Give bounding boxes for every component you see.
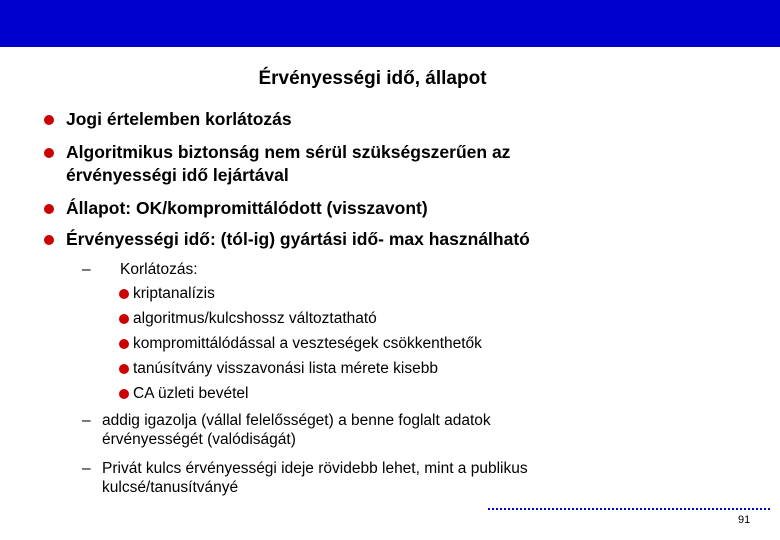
bullet-icon — [44, 115, 54, 125]
sub-item-text-continued: kulcsé/tanusítványé — [102, 479, 239, 496]
bullet-item-algorithmic — [44, 141, 510, 187]
bullet-item-validity — [44, 228, 530, 251]
bullet-icon — [119, 364, 129, 374]
dash-marker: – — [82, 261, 91, 278]
bullet-text: Állapot: OK/kompromittálódott (visszavont) — [66, 198, 428, 218]
restriction-text: tanúsítvány visszavonási lista mérete kisebb — [133, 360, 438, 377]
bullet-text-continued: érvényességi idő lejártával — [66, 165, 289, 185]
restriction-text: CA üzleti bevétel — [133, 385, 249, 402]
bullet-icon — [44, 204, 54, 214]
bullet-item-legal — [44, 108, 292, 131]
sub-item-attestation — [84, 411, 491, 449]
sub-item-text: addig igazolja (vállal felelősséget) a benne foglalt adatok — [102, 412, 491, 429]
bullet-item-status — [44, 197, 428, 220]
restriction-item — [119, 359, 438, 378]
bullet-icon — [119, 339, 129, 349]
bullet-text: Érvényességi idő: (tól-ig) gyártási idő- max használható — [66, 229, 530, 249]
restriction-text: kriptanalízis — [133, 285, 215, 302]
top-banner — [0, 0, 780, 47]
bullet-text: Algoritmikus biztonság nem sérül szükségszerűen az — [66, 142, 511, 162]
sub-item-restrictions — [84, 260, 198, 279]
restriction-text: algoritmus/kulcshossz változtatható — [133, 310, 377, 327]
sub-item-text-continued: érvényességét (valódiságát) — [102, 431, 296, 448]
page-number: 91 — [738, 514, 751, 526]
bullet-icon — [119, 289, 129, 299]
sub-item-private-key — [84, 459, 528, 497]
bullet-text: Jogi értelemben korlátozás — [66, 109, 292, 129]
bullet-icon — [44, 235, 54, 245]
dash-marker: – — [82, 460, 91, 477]
bullet-icon — [119, 314, 129, 324]
restriction-text: kompromittálódással a veszteségek csökkenthetők — [133, 335, 482, 352]
slide-title: Érvényességi idő, állapot — [258, 68, 487, 89]
dash-marker: – — [82, 412, 91, 429]
sub-item-label: Korlátozás: — [120, 261, 198, 278]
bullet-icon — [44, 148, 54, 158]
restriction-item — [119, 309, 377, 328]
restriction-item — [119, 384, 248, 403]
restriction-item — [119, 284, 215, 303]
restriction-item — [119, 334, 482, 353]
footer-divider — [488, 508, 770, 510]
bullet-icon — [119, 389, 129, 399]
sub-item-text: Privát kulcs érvényességi ideje rövidebb lehet, mint a publikus — [102, 460, 528, 477]
